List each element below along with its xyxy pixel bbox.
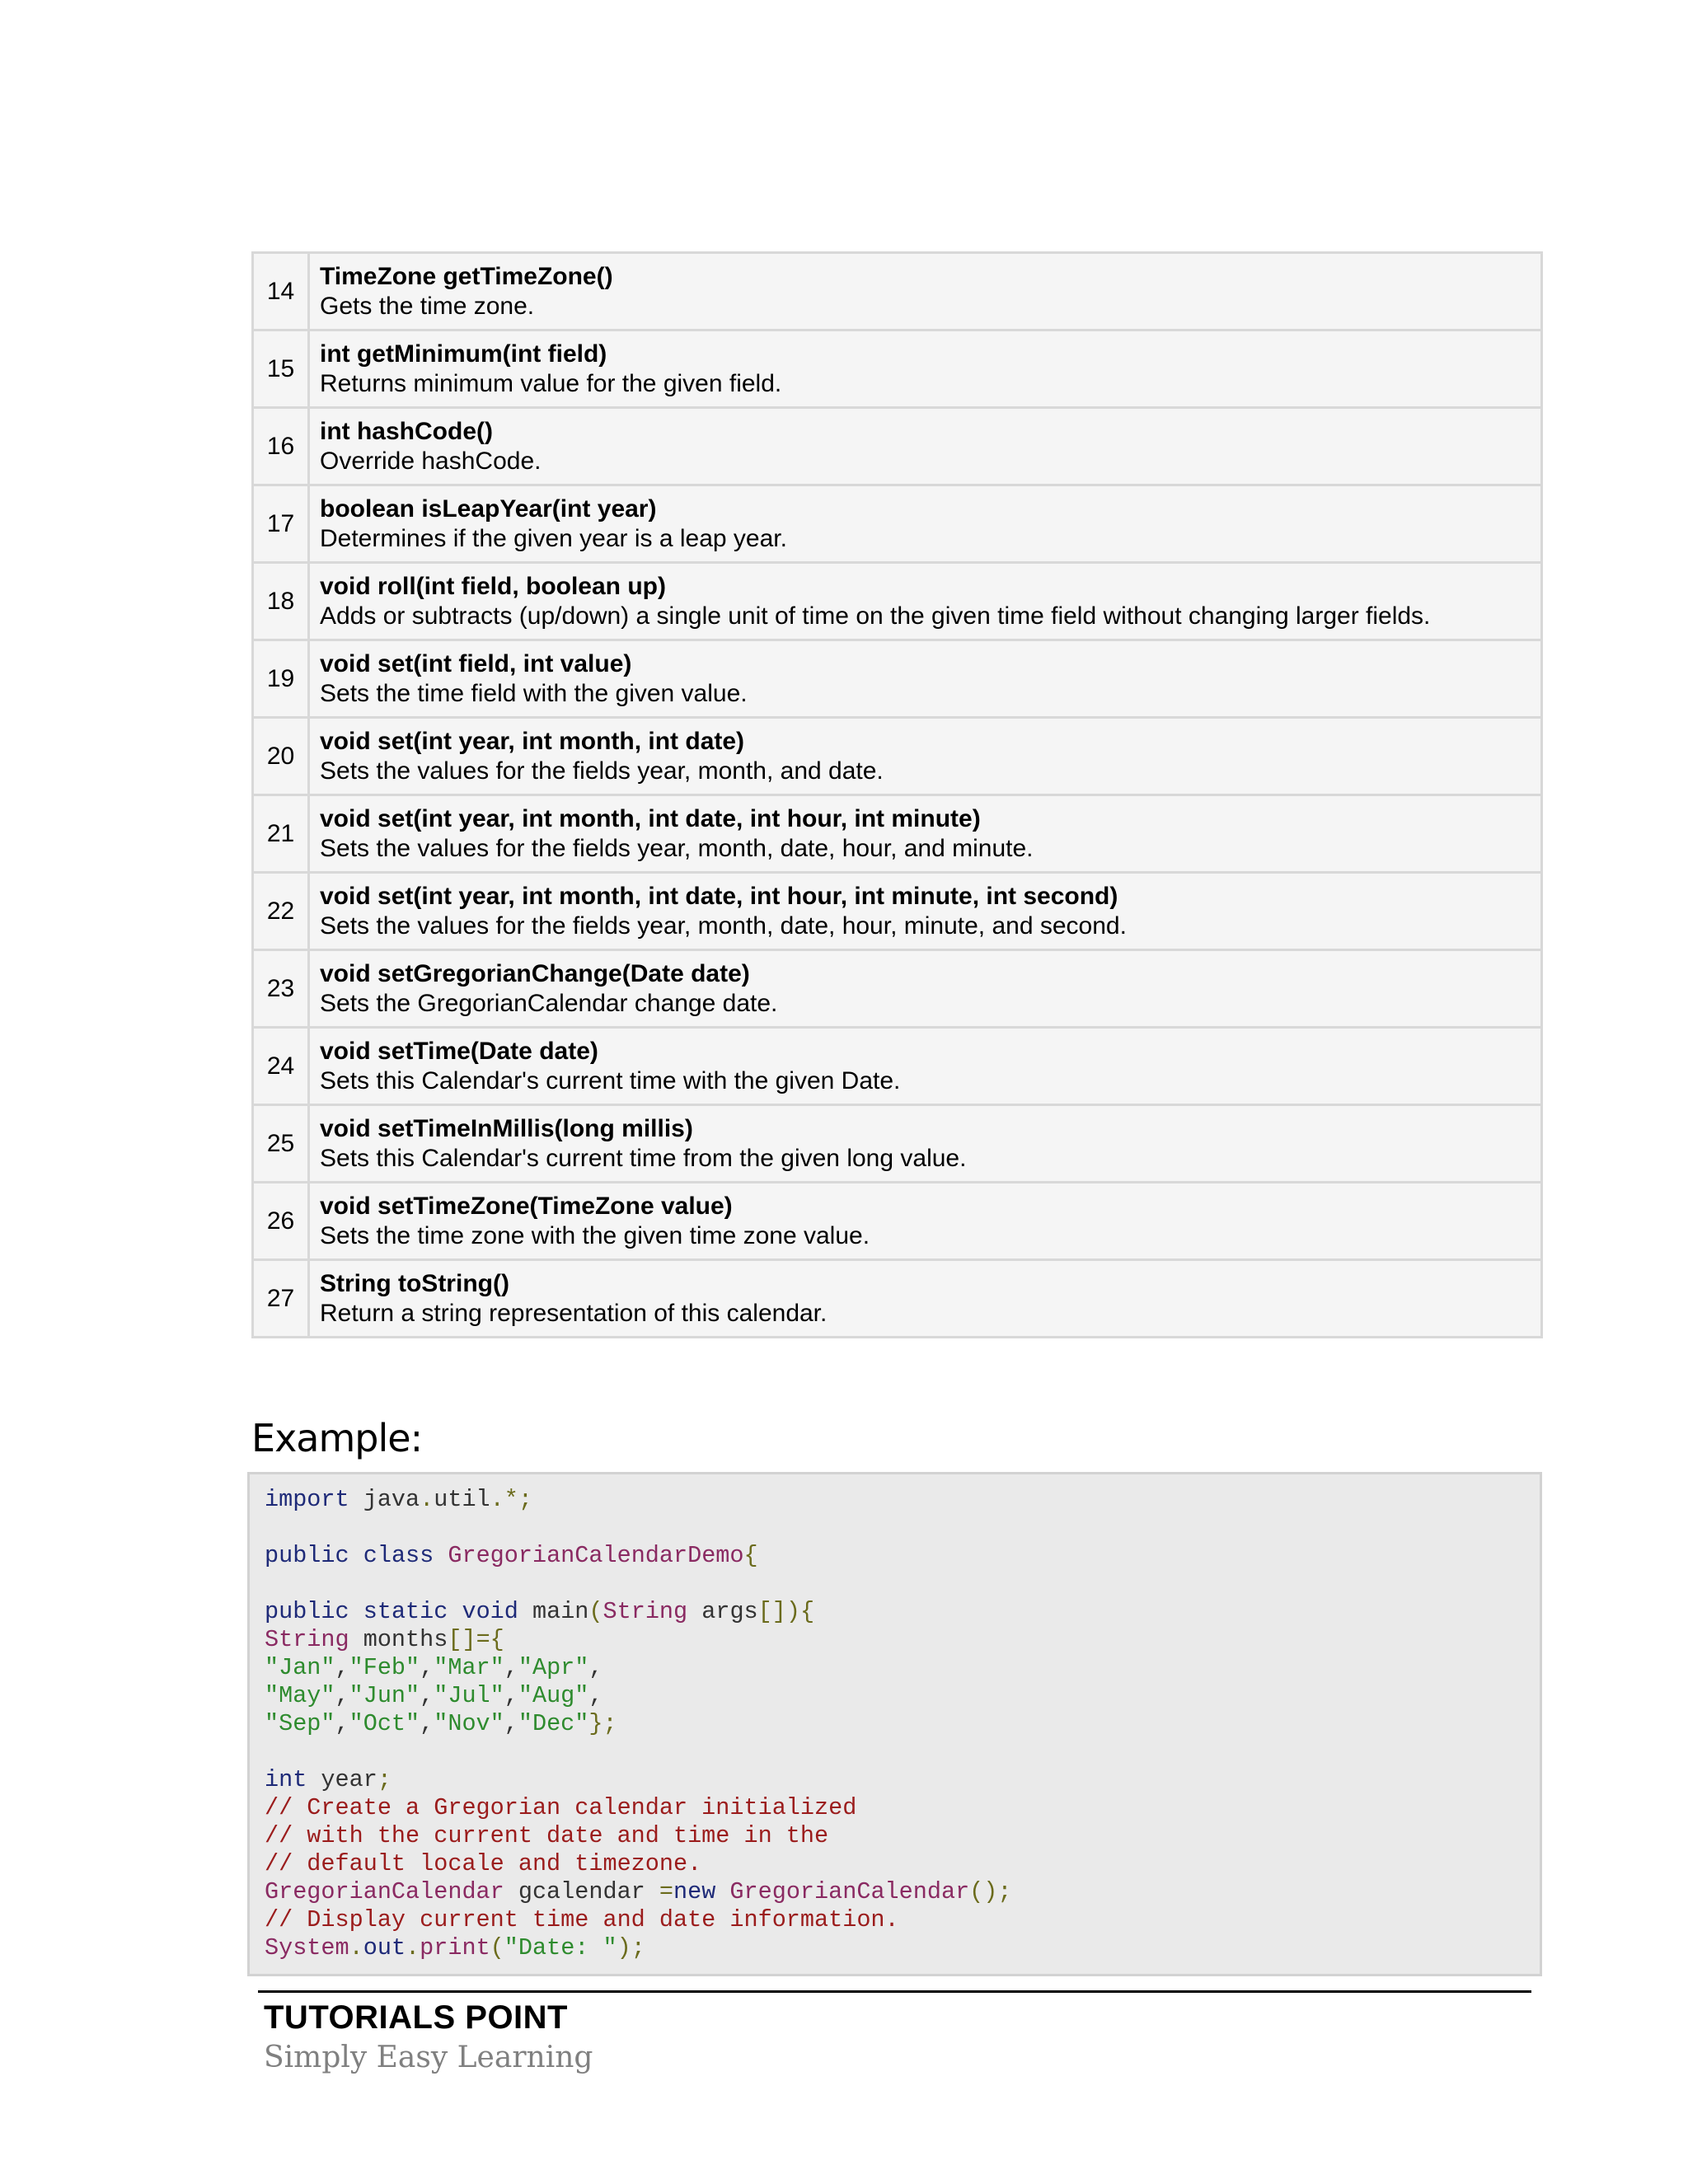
code-token: static	[363, 1598, 448, 1625]
code-token	[349, 1598, 363, 1625]
code-token: ,	[504, 1710, 518, 1737]
table-row	[253, 563, 1542, 640]
row-number: 26	[253, 1183, 309, 1260]
row-number: 21	[253, 795, 309, 873]
code-token: gcalendar	[504, 1878, 659, 1905]
row-number: 20	[253, 718, 309, 795]
table-row	[253, 1028, 1542, 1105]
code-token: String	[265, 1626, 349, 1653]
method-description: Return a string representation of this calendar.	[320, 1299, 828, 1327]
code-line	[265, 1878, 1525, 1906]
code-line	[265, 1794, 1525, 1822]
code-line	[265, 1934, 1525, 1962]
code-token: .	[349, 1934, 363, 1961]
code-line	[265, 1486, 1525, 1514]
method-cell	[309, 1260, 1542, 1338]
code-token: (	[490, 1934, 504, 1961]
method-cell	[309, 718, 1542, 795]
code-token: ,	[588, 1682, 603, 1709]
row-number: 22	[253, 873, 309, 950]
code-token: "Dec"	[518, 1710, 589, 1737]
code-token: ,	[504, 1654, 518, 1681]
code-token: "May"	[265, 1682, 335, 1709]
methods-table	[251, 251, 1543, 1338]
code-line	[265, 1514, 1525, 1542]
method-cell	[309, 1028, 1542, 1105]
code-token: java	[349, 1486, 420, 1513]
code-token: ,	[335, 1682, 349, 1709]
code-token: );	[617, 1934, 645, 1961]
code-line	[265, 1850, 1525, 1878]
method-cell	[309, 1183, 1542, 1260]
code-token: ,	[420, 1682, 434, 1709]
code-token: ,	[335, 1654, 349, 1681]
code-line	[265, 1598, 1525, 1626]
table-row	[253, 718, 1542, 795]
method-signature: void set(int field, int value)	[320, 649, 632, 677]
method-signature: void set(int year, int month, int date, int hour, int minute, int second)	[320, 882, 1118, 910]
method-description: Override hashCode.	[320, 447, 542, 475]
example-heading: Example:	[251, 1416, 423, 1460]
code-token: months	[349, 1626, 448, 1653]
footer-brand: TUTORIALS POINT	[264, 1999, 568, 2036]
code-line	[265, 1682, 1525, 1710]
code-token: ,	[335, 1710, 349, 1737]
table-row	[253, 640, 1542, 718]
code-token: void	[462, 1598, 518, 1625]
method-description: Sets the values for the fields year, month, date, hour, minute, and second.	[320, 912, 1127, 940]
code-token: ();	[969, 1878, 1012, 1905]
table-row	[253, 1260, 1542, 1338]
method-cell	[309, 330, 1542, 408]
code-token: util	[434, 1486, 490, 1513]
code-token: "Jun"	[349, 1682, 420, 1709]
code-token: import	[265, 1486, 349, 1513]
code-token: public	[265, 1598, 349, 1625]
method-description: Sets this Calendar's current time with the given Date.	[320, 1066, 901, 1094]
method-cell	[309, 795, 1542, 873]
method-cell	[309, 873, 1542, 950]
method-cell	[309, 408, 1542, 485]
method-description: Sets the values for the fields year, month, and date.	[320, 757, 884, 785]
code-token: year	[307, 1766, 377, 1793]
method-description: Sets the time zone with the given time zone value.	[320, 1221, 870, 1249]
code-token	[349, 1542, 363, 1569]
row-number: 18	[253, 563, 309, 640]
method-signature: TimeZone getTimeZone()	[320, 262, 613, 290]
table-row	[253, 950, 1542, 1028]
row-number: 27	[253, 1260, 309, 1338]
method-cell	[309, 1105, 1542, 1183]
code-token: public	[265, 1542, 349, 1569]
code-token: "Apr"	[518, 1654, 589, 1681]
code-token: // default locale and timezone.	[265, 1850, 702, 1877]
code-token: ;	[377, 1766, 392, 1793]
method-signature: String toString()	[320, 1269, 509, 1297]
code-token	[715, 1878, 729, 1905]
method-cell	[309, 950, 1542, 1028]
code-token	[448, 1598, 462, 1625]
row-number: 24	[253, 1028, 309, 1105]
code-token: "Oct"	[349, 1710, 420, 1737]
code-token: // Create a Gregorian calendar initialized	[265, 1794, 857, 1821]
method-description: Sets the values for the fields year, month, date, hour, and minute.	[320, 834, 1034, 862]
code-token: int	[265, 1766, 307, 1793]
code-token: "Nov"	[434, 1710, 504, 1737]
code-token: class	[363, 1542, 434, 1569]
methods-table-body	[253, 253, 1542, 1338]
code-token: main	[518, 1598, 589, 1625]
code-token: // Display current time and date information.	[265, 1906, 899, 1933]
method-signature: void setGregorianChange(Date date)	[320, 959, 750, 987]
method-cell	[309, 485, 1542, 563]
method-cell	[309, 563, 1542, 640]
table-row	[253, 1183, 1542, 1260]
code-token: "Jul"	[434, 1682, 504, 1709]
code-line	[265, 1710, 1525, 1738]
row-number: 14	[253, 253, 309, 330]
code-token: {	[743, 1542, 758, 1569]
table-row	[253, 408, 1542, 485]
code-token: args	[687, 1598, 758, 1625]
method-description: Sets the time field with the given value.	[320, 679, 748, 707]
code-line	[265, 1570, 1525, 1598]
footer-tagline: Simply Easy Learning	[264, 2041, 593, 2074]
code-token: out	[363, 1934, 406, 1961]
code-token: ,	[420, 1710, 434, 1737]
row-number: 23	[253, 950, 309, 1028]
code-token: ,	[588, 1654, 603, 1681]
code-token: GregorianCalendarDemo	[448, 1542, 744, 1569]
code-token: "Date: "	[504, 1934, 617, 1961]
code-token: "Mar"	[434, 1654, 504, 1681]
method-signature: boolean isLeapYear(int year)	[320, 494, 657, 523]
method-signature: void setTime(Date date)	[320, 1037, 598, 1065]
table-row	[253, 330, 1542, 408]
method-signature: void setTimeZone(TimeZone value)	[320, 1192, 733, 1220]
row-number: 15	[253, 330, 309, 408]
code-token: ,	[504, 1682, 518, 1709]
code-token: .	[406, 1934, 420, 1961]
code-line	[265, 1906, 1525, 1934]
method-description: Returns minimum value for the given field.	[320, 369, 782, 397]
code-line	[265, 1654, 1525, 1682]
code-line	[265, 1542, 1525, 1570]
code-line	[265, 1766, 1525, 1794]
code-token: =	[659, 1878, 673, 1905]
row-number: 19	[253, 640, 309, 718]
method-signature: int getMinimum(int field)	[320, 340, 607, 368]
code-token: // with the current date and time in the	[265, 1822, 829, 1849]
code-token: []={	[448, 1626, 504, 1653]
method-signature: void setTimeInMillis(long millis)	[320, 1114, 693, 1142]
code-line	[265, 1822, 1525, 1850]
method-description: Determines if the given year is a leap year.	[320, 524, 787, 552]
code-token: (	[588, 1598, 603, 1625]
code-token: "Sep"	[265, 1710, 335, 1737]
code-token: System	[265, 1934, 349, 1961]
code-token: GregorianCalendar	[265, 1878, 504, 1905]
footer-divider	[258, 1990, 1531, 1993]
code-token: []){	[757, 1598, 815, 1625]
row-number: 25	[253, 1105, 309, 1183]
code-token: "Feb"	[349, 1654, 420, 1681]
row-number: 17	[253, 485, 309, 563]
table-row	[253, 873, 1542, 950]
code-token: String	[603, 1598, 688, 1625]
code-token: };	[588, 1710, 617, 1737]
table-row	[253, 485, 1542, 563]
code-token: print	[420, 1934, 490, 1961]
code-token: "Jan"	[265, 1654, 335, 1681]
method-description: Adds or subtracts (up/down) a single unit of time on the given time field without changing larger fields.	[320, 602, 1431, 630]
method-signature: void roll(int field, boolean up)	[320, 572, 666, 600]
method-signature: void set(int year, int month, int date)	[320, 727, 745, 755]
table-row	[253, 1105, 1542, 1183]
code-token: "Aug"	[518, 1682, 589, 1709]
method-signature: int hashCode()	[320, 417, 493, 445]
method-description: Gets the time zone.	[320, 292, 535, 320]
row-number: 16	[253, 408, 309, 485]
method-description: Sets this Calendar's current time from the given long value.	[320, 1144, 967, 1172]
code-token: new	[673, 1878, 716, 1905]
code-token: .	[420, 1486, 434, 1513]
code-block	[247, 1472, 1542, 1976]
code-token: GregorianCalendar	[729, 1878, 970, 1905]
code-token: ,	[420, 1654, 434, 1681]
method-description: Sets the GregorianCalendar change date.	[320, 989, 778, 1017]
table-row	[253, 795, 1542, 873]
method-cell	[309, 640, 1542, 718]
method-signature: void set(int year, int month, int date, int hour, int minute)	[320, 804, 981, 832]
table-row	[253, 253, 1542, 330]
method-cell	[309, 253, 1542, 330]
code-token: .*;	[490, 1486, 532, 1513]
code-token	[434, 1542, 448, 1569]
code-line	[265, 1626, 1525, 1654]
code-line	[265, 1738, 1525, 1766]
